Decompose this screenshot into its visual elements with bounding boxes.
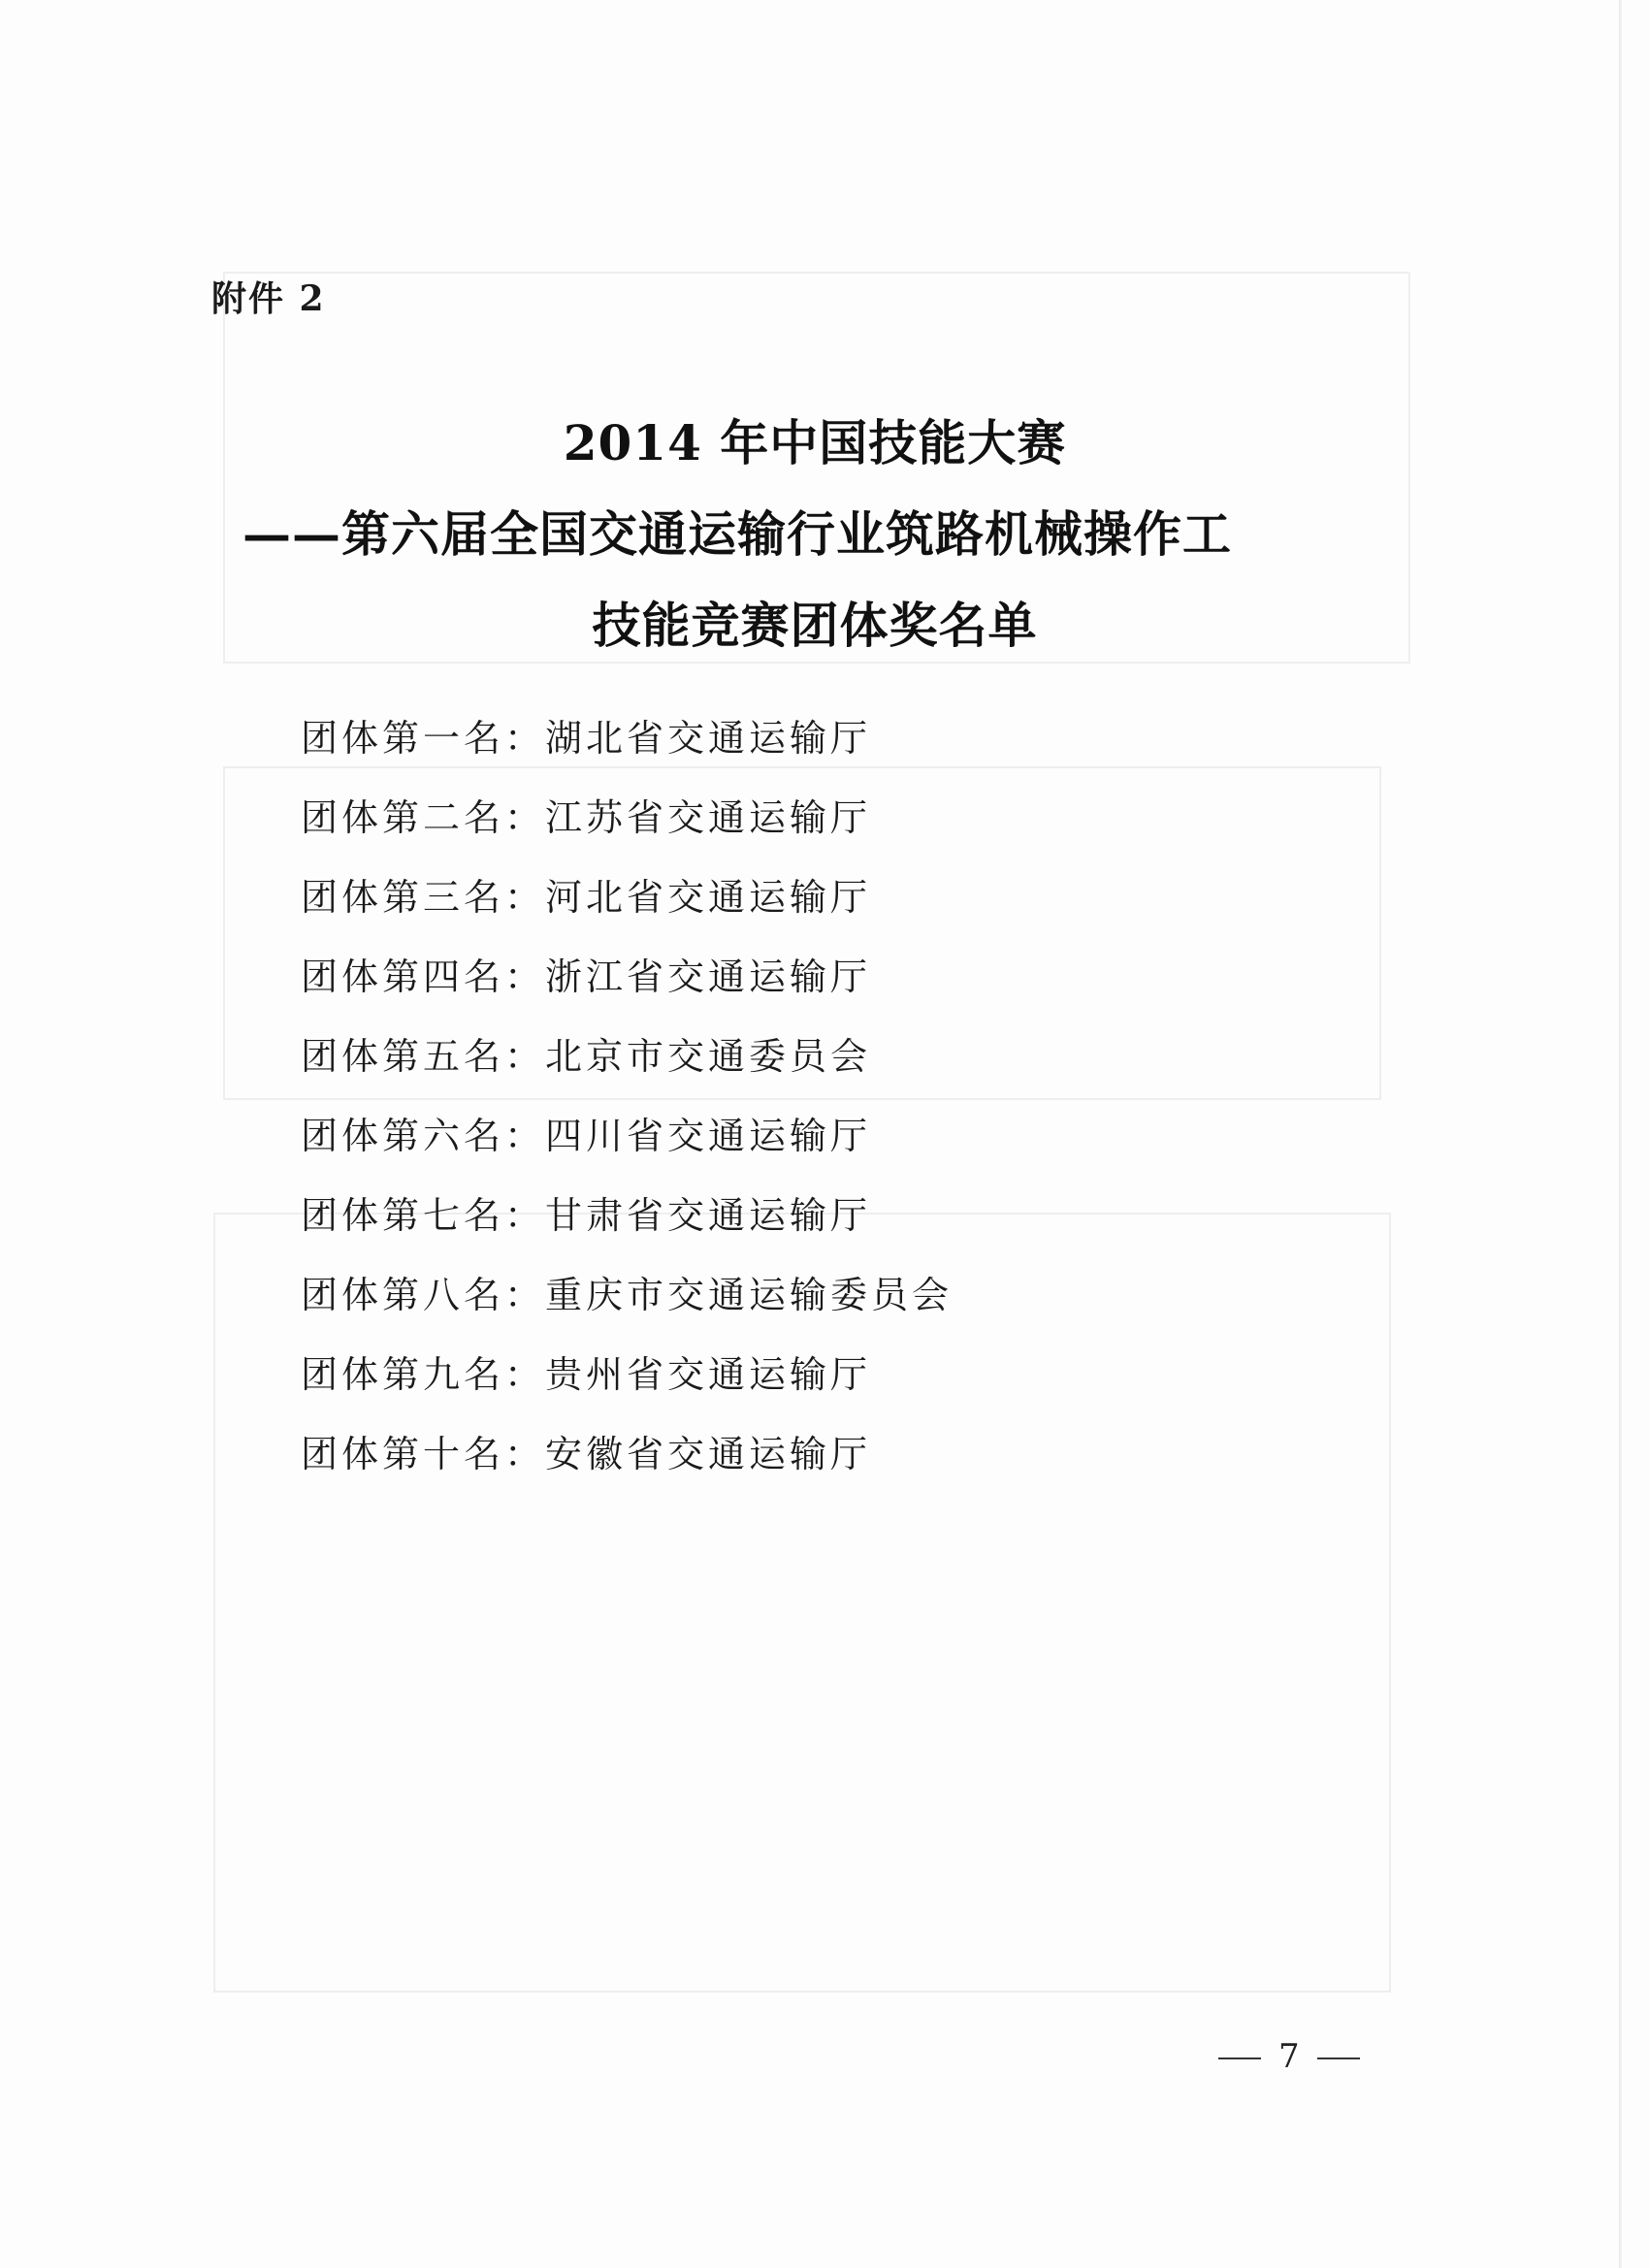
team-award-list <box>301 708 953 1504</box>
attachment-label: 附件 2 <box>211 278 326 319</box>
scan-edge <box>1619 0 1622 2268</box>
page-number <box>1201 2037 1377 2076</box>
award-item: 团体第六名：四川省交通运输厅 <box>301 1115 872 1157</box>
document-title <box>242 398 1387 671</box>
page-number-value: 7 <box>1278 2037 1300 2076</box>
award-item: 团体第四名：浙江省交通运输厅 <box>301 956 872 998</box>
page-number-dash-left <box>1218 2057 1261 2059</box>
award-item: 团体第二名：江苏省交通运输厅 <box>301 796 872 839</box>
title-line-1: 2014 年中国技能大赛 <box>563 414 1067 471</box>
award-item: 团体第八名：重庆市交通运输委员会 <box>301 1274 954 1316</box>
title-line-2: ——第六届全国交通运输行业筑路机械操作工 <box>242 505 1232 563</box>
title-line-3: 技能竞赛团体奖名单 <box>592 597 1038 654</box>
award-item: 团体第五名：北京市交通委员会 <box>301 1035 872 1078</box>
award-item: 团体第一名：湖北省交通运输厅 <box>301 717 872 760</box>
award-item: 团体第九名：贵州省交通运输厅 <box>301 1353 872 1396</box>
page-number-dash-right <box>1317 2057 1360 2059</box>
award-item: 团体第三名：河北省交通运输厅 <box>301 876 872 919</box>
award-item: 团体第七名：甘肃省交通运输厅 <box>301 1194 872 1237</box>
award-item: 团体第十名：安徽省交通运输厅 <box>301 1433 872 1475</box>
